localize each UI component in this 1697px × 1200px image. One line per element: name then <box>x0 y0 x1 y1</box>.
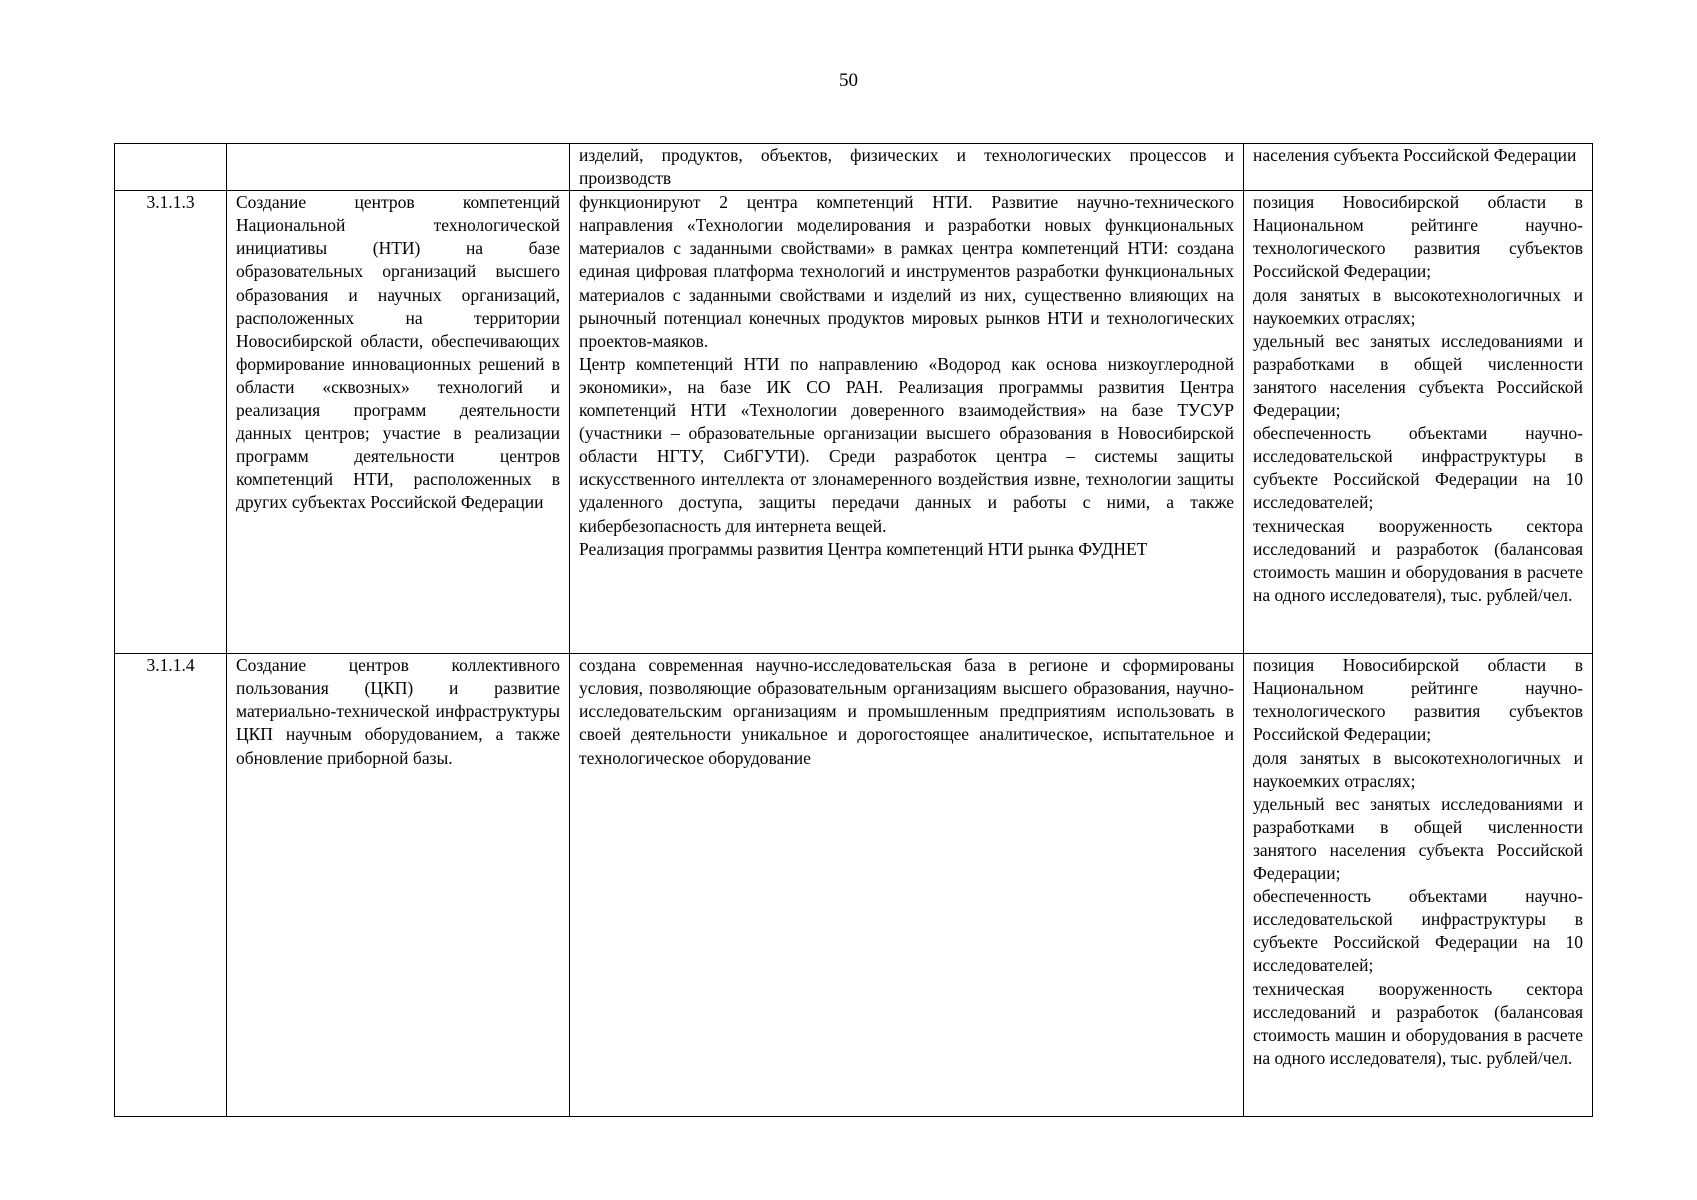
row-number-cell: 3.1.1.3 <box>115 191 227 654</box>
indicators-cell <box>1244 191 1593 654</box>
row-number-cell <box>115 144 227 191</box>
page-number: 50 <box>839 70 858 91</box>
result-paragraph: Центр компетенций НТИ по направлению «Водород как основа низкоуглеродной экономики», на базе ИК СО РАН. Реализация программы развития Центра компетенций НТИ «Технологии доверенного взаимодействия» на базе ТУСУР (участники – образовательные организации высшего образования в Новосибирской области НГТУ, СибГУТИ). Среди разработок центра – системы защиты искусственного интеллекта от злонамеренного воздействия извне, технологии защиты удаленного доступа, защиты передачи данных и работы с ними, а также кибербезопасность для интернета вещей. <box>579 353 1234 536</box>
table-row <box>115 191 1593 654</box>
measures-table <box>114 143 1593 1117</box>
indicator-item: обеспеченность объектами научно-исследовательской инфраструктуры в субъекте Российской Федерации на 10 исследователей; <box>1253 886 1583 976</box>
indicator-item: техническая вооруженность сектора исследований и разработок (балансовая стоимость машин и оборудования в расчете на одного исследователя), тыс. рублей/чел. <box>1253 515 1583 605</box>
result-paragraph: Реализация программы развития Центра компетенций НТИ рынка ФУДНЕТ <box>579 538 1148 559</box>
row-number-cell: 3.1.1.4 <box>115 654 227 1117</box>
indicator-item: доля занятых в высокотехнологичных и наукоемких отраслях; <box>1253 747 1583 791</box>
result-paragraph: изделий, продуктов, объектов, физических и технологических процессов и производств <box>579 145 1234 189</box>
result-cell <box>570 654 1244 1117</box>
result-cell <box>570 144 1244 191</box>
indicators-cell <box>1244 654 1593 1117</box>
measure-name-cell: Создание центров коллективного пользования (ЦКП) и развитие материально-технической инфраструктуры ЦКП научным оборудованием, а также обновление приборной базы. <box>227 654 570 1117</box>
indicator-item: населения субъекта Российской Федерации <box>1253 145 1577 165</box>
indicators-cell <box>1244 144 1593 191</box>
indicator-item: удельный вес занятых исследованиями и разработками в общей численности занятого населения субъекта Российской Федерации; <box>1253 793 1583 884</box>
indicator-item: позиция Новосибирской области в Национальном рейтинге научно-технологического развития субъектов Российской Федерации; <box>1253 192 1583 282</box>
result-paragraph: создана современная научно-исследовательская база в регионе и сформированы условия, позволяющие образовательным организациям высшего образования, научно-исследовательским организациям и промышленным предприятиям использовать в своей деятельности уникальное и дорогостоящее аналитическое, испытательное и технологическое оборудование <box>579 655 1234 768</box>
result-cell <box>570 191 1244 654</box>
result-paragraph: функционируют 2 центра компетенций НТИ. Развитие научно-технического направления «Технологии моделирования и разработки новых функциональных материалов с заданными свойствами» в рамках центра компетенций НТИ: создана единая цифровая платформа технологий и инструментов разработки функциональных материалов с заданными свойствами и изделий из них, существенно влияющих на рыночный потенциал конечных продуктов мировых рынков НТИ и технологических проектов-маяков. <box>579 192 1234 351</box>
table-row <box>115 144 1593 191</box>
indicator-item: техническая вооруженность сектора исследований и разработок (балансовая стоимость машин и оборудования в расчете на одного исследователя), тыс. рублей/чел. <box>1253 978 1583 1068</box>
measure-name-cell: Создание центров компетенций Национальной технологической инициативы (НТИ) на базе образовательных организаций высшего образования и научных организаций, расположенных на территории Новосибирской области, обеспечивающих формирование инновационных решений в области «сквозных» технологий и реализация программ деятельности данных центров; участие в реализации программ деятельности центров компетенций НТИ, расположенных в других субъектах Российской Федерации <box>227 191 570 654</box>
measure-name-cell <box>227 144 570 191</box>
indicator-item: позиция Новосибирской области в Национальном рейтинге научно-технологического развития субъектов Российской Федерации; <box>1253 655 1583 745</box>
indicator-item: доля занятых в высокотехнологичных и наукоемких отраслях; <box>1253 284 1583 328</box>
indicator-item: обеспеченность объектами научно-исследовательской инфраструктуры в субъекте Российской Федерации на 10 исследователей; <box>1253 423 1583 513</box>
indicator-item: удельный вес занятых исследованиями и разработками в общей численности занятого населения субъекта Российской Федерации; <box>1253 330 1583 421</box>
table-row <box>115 654 1593 1117</box>
